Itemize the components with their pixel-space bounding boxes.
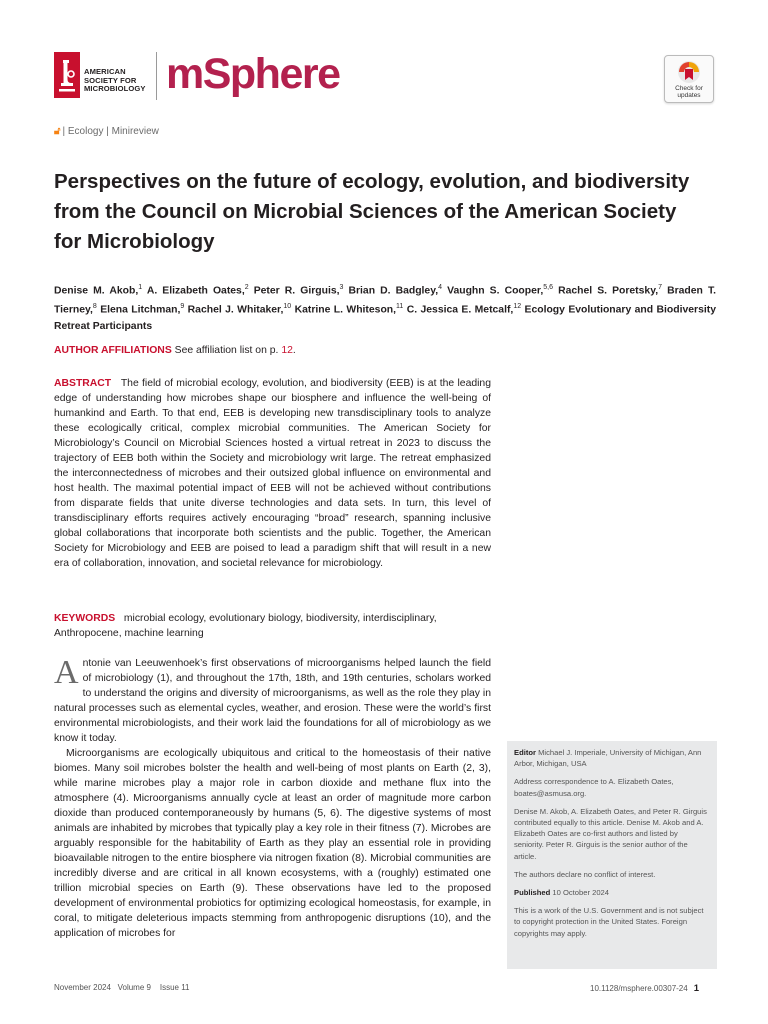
article-title: Perspectives on the future of ecology, evolution, and biodiversity from the Council on Microbial Sciences of the American Society for Microbiology (54, 170, 690, 253)
affiliation-page-link[interactable]: 12 (281, 345, 293, 356)
author-affiliation-number: 12 (513, 303, 522, 311)
doi-link[interactable]: 10.1128/msphere.00307-24 (590, 984, 688, 993)
check-updates-icon (677, 60, 701, 84)
author-affiliation-number: 4 (438, 284, 443, 291)
author-affiliations: AUTHOR AFFILIATIONS See affiliation list on p. 12. (54, 345, 296, 356)
author-affiliation-number: 8 (92, 303, 97, 311)
check-updates-label: Check for updates (675, 85, 703, 99)
author-name[interactable]: Denise M. Akob, (54, 285, 139, 297)
abstract-text: The field of microbial ecology, evolution, and biodiversity (EEB) is at the leading edge of understanding how microbes shape our biosphere and influence the well-being of humankind and Earth. To that end, EEB is developing new transdisciplinary tools to analyze these ecologically critical, complex microbial communities. The American Society for Microbiology’s Council on Microbial Sciences hosted a virtual retreat in 2023 to discuss the trajectory of EEB both within the Society and microbiology writ large. The retreat emphasized the interconnectedness of microbes and their outsized global influence on environmental and host health. The maximal potential impact of EEB will not be achieved without contributions from disparate fields that unite diverse technologies and data sets. In turn, this level of transdisciplinary efforts requires actively encouraging “broad” research, spanning inclusive global collaborations that incorporate both scientists and the public. Together, the American Society for Microbiology and EEB are poised to lead a paradigm shift that will result in a new era of collaboration, innovation, and societal relevance for microbiology. (54, 378, 491, 569)
asm-wordmark: AMERICAN SOCIETY FOR MICROBIOLOGY (84, 67, 146, 93)
keywords-text: microbial ecology, evolutionary biology, biodiversity, interdisciplinary, Anthropocene, machine learning (54, 613, 437, 639)
article-type: Minireview (111, 126, 159, 137)
footer-doi (590, 983, 699, 994)
keywords-label: KEYWORDS (54, 613, 116, 624)
affiliations-label: AUTHOR AFFILIATIONS (54, 345, 172, 356)
author-affiliation-number: 7 (658, 284, 663, 291)
paragraph-2: Microorganisms are ecologically ubiquitous and critical to the homeostasis of their native biomes. Many soil microbes bolster the health and well-being of most plants on Earth (2, 3), while marine microbes play a major role in carbon dioxide and methane flux into the atmosphere (4). Microorganisms annually cycle at least an order of magnitude more carbon dioxide than produced contemporaneously by humans (5, 6). The digestive systems of most animals are inhabited by microbes that typically play a key role in their fitness (7). Microbes are arguably responsible for the habitability of Earth as they play an essential role in providing bioavailable nitrogen to the entire biosphere via nitrogen fixation (8). Microbial communities are incredibly diverse and are critical in all known ecosystems, with a (roughly) estimated one trillion microbial species on Earth (9). These observations have led to the proposed development of environmental probiotics for optimizing ecological homeostasis, for example, in coral, to mitigate deleterious impacts stemming from anthropogenic disruptions (10), and the application of microbes for (54, 748, 491, 939)
author-affiliation-number: 3 (339, 284, 344, 291)
conflict-statement: The authors declare no conflict of interest. (514, 869, 656, 879)
paragraph-1: Antonie van Leeuwenhoek’s first observations of microorganisms helped launch the field of microbiology (1), and throughout the 17th, 18th, and 19th centuries, scholars worked to understand the origins and diversity of microorganisms, as well as the role they play in natural processes such as elemental cycles, weather, and erosion. These were the world’s first environmental microbiologists, and their work laid the foundations for all of microbiology as we know it today. (54, 654, 491, 744)
logo-divider (156, 52, 157, 100)
article-category: 🔓︎ | Ecology | Minireview (54, 126, 159, 137)
msphere-logo[interactable]: mSphere (166, 50, 340, 98)
author-name[interactable]: Katrine L. Whiteson, (294, 304, 397, 316)
author-affiliation-number: 10 (283, 303, 292, 311)
editor-info: Editor Michael J. Imperiale, University of Michigan, Ann Arbor, Michigan, USA (514, 748, 702, 769)
body-text (54, 656, 491, 941)
author-name[interactable]: Rachel J. Whitaker, (187, 304, 284, 316)
author-name[interactable]: Brian D. Badgley, (348, 285, 439, 297)
author-name[interactable]: Elena Litchman, (100, 304, 181, 316)
asm-logo (54, 52, 152, 102)
drop-cap: A (54, 654, 79, 691)
asm-microscope-icon (54, 52, 80, 98)
abstract (54, 376, 491, 571)
check-for-updates-button[interactable] (664, 55, 714, 103)
author-affiliation-number: 1 (138, 284, 143, 291)
open-access-icon: 🔓︎ (54, 126, 61, 137)
author-affiliation-number: 9 (180, 303, 185, 311)
author-name[interactable]: Peter R. Girguis, (253, 285, 340, 297)
page-number: 1 (693, 983, 699, 994)
author-list (54, 280, 716, 335)
copyright-note: This is a work of the U.S. Government and is not subject to copyright protection in the United States. Foreign copyrights may apply. (514, 906, 704, 938)
abstract-label: ABSTRACT (54, 378, 112, 389)
keywords (54, 611, 491, 641)
author-name[interactable]: Vaughn S. Cooper, (447, 285, 544, 297)
article-info-sidebar (507, 741, 717, 969)
author-affiliation-number: 5,6 (543, 284, 553, 291)
author-affiliation-number: 11 (396, 303, 404, 311)
footer-issue-info: November 2024 Volume 9 Issue 11 (54, 983, 190, 992)
author-name[interactable]: Ecology Evolutionary and Biodiversity Retreat Participants (54, 304, 716, 332)
author-name[interactable]: A. Elizabeth Oates, (146, 285, 245, 297)
published-date: Published 10 October 2024 (514, 888, 609, 898)
contribution-note: Denise M. Akob, A. Elizabeth Oates, and Peter R. Girguis contributed equally to this article. Denise M. Akob and A. Elizabeth Oates are co-first authors and listed by seniority. Peter R. Girguis is the senior author of the article. (514, 806, 707, 861)
correspondence: Address correspondence to A. Elizabeth Oates, boates@asmusa.org. (514, 777, 674, 798)
author-name[interactable]: Braden T. Tierney, (54, 285, 717, 316)
author-affiliation-number: 2 (244, 284, 249, 291)
author-name[interactable]: C. Jessica E. Metcalf, (406, 304, 514, 316)
section-link[interactable]: Ecology (67, 126, 104, 137)
author-name[interactable]: Rachel S. Poretsky, (558, 285, 659, 297)
